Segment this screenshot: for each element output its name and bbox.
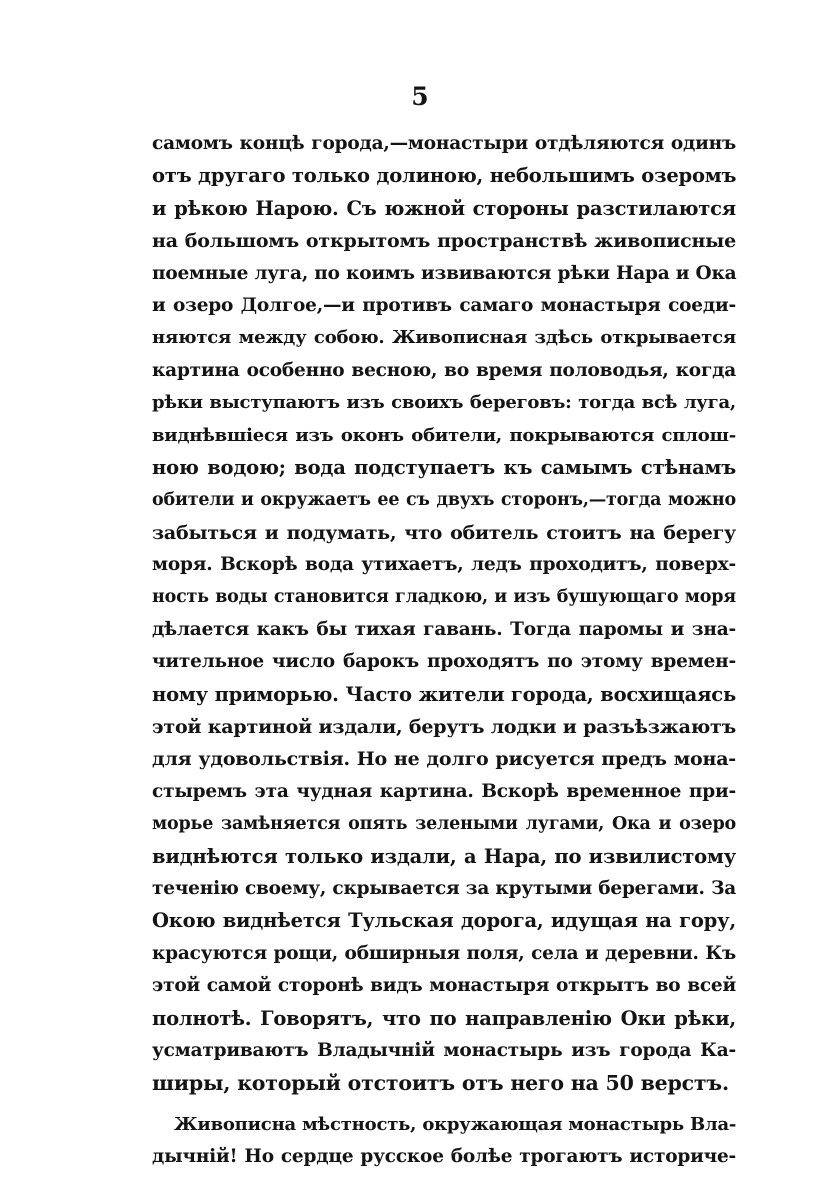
text-line: этой картиной издали, берутъ лодки и разъѣзжаютъ — [152, 716, 736, 739]
text-line: ною водою; вода подступаетъ къ самымъ стѣнамъ — [152, 455, 736, 479]
text-line: Живописна мѣстность, окружающая монастырь Вла- — [174, 1113, 737, 1135]
text-line: обители и окружаетъ ее съ двухъ сторонъ,—тогда можно — [152, 490, 736, 511]
text-line: поемные луга, по коимъ извиваются рѣки Нара и Ока — [152, 262, 737, 284]
text-line: виднѣются только издали, а Нара, по извилистому — [152, 844, 736, 868]
text-line: морье замѣняется опять зелеными лугами, Ока и озеро — [152, 814, 736, 835]
text-line: забыться и подумать, что обитель стоитъ на берегу — [152, 521, 736, 544]
text-line: ширы, который отстоитъ отъ него на 50 верстъ. — [152, 1071, 729, 1096]
text-line: на большомъ открытомъ пространствѣ живописные — [152, 230, 736, 253]
text-line: этой самой сторонѣ видъ монастыря открытъ во всей — [152, 975, 736, 997]
text-line: няются между собою. Живописная здѣсь открывается — [152, 327, 736, 349]
text-line: картина особенно весною, во время половодья, когда — [152, 359, 736, 381]
text-line: теченію своему, скрывается за крутыми берегами. За — [152, 877, 736, 899]
text-line: дѣлается какъ бы тихая гавань. Тогда паромы и зна- — [152, 618, 736, 640]
text-line: виднѣвшіеся изъ оконъ обители, покрываются сплош- — [152, 424, 736, 446]
text-line: красуются рощи, обширныя поля, села и деревни. Къ — [152, 942, 736, 964]
text-line: дычній! Но сердце русское болѣе трогаютъ историче- — [152, 1146, 736, 1168]
text-line: и рѣкою Нарою. Съ южной стороны разстилаются — [152, 196, 736, 220]
text-line: рѣки выступаютъ изъ своихъ береговъ: тогда всѣ луга, — [152, 392, 736, 414]
page-number: 5 — [411, 82, 429, 111]
text-line: отъ другаго только долиною, небольшимъ озеромъ — [152, 164, 737, 188]
paragraph-gap — [152, 1100, 736, 1109]
text-line: для удовольствія. Но не долго рисуется предъ мона- — [152, 748, 736, 771]
text-line: и озеро Долгое,—и противъ самаго монастыря соеди- — [152, 294, 736, 316]
text-line: Окою виднѣется Тульская дорога, идущая на гору, — [152, 909, 736, 933]
text-line: самомъ концѣ города,—монастыри отдѣляются одинъ — [152, 133, 736, 154]
text-line: стыремъ эта чудная картина. Вскорѣ временное при- — [152, 780, 736, 802]
paragraph-1 — [152, 128, 736, 1100]
text-line: ному приморью. Часто жители города, восхищаясь — [152, 682, 736, 706]
paragraph-2 — [152, 1109, 736, 1174]
text-line: ность воды становится гладкою, и изъ бушующаго моря — [152, 587, 736, 608]
text-line: моря. Вскорѣ вода утихаетъ, ледъ проходитъ, поверх- — [152, 554, 736, 576]
text-line: чительное число барокъ проходятъ по этому времен- — [152, 651, 736, 673]
text-line: полнотѣ. Говорятъ, что по направленію Оки рѣки, — [152, 1006, 736, 1030]
text-line: усматриваютъ Владычній монастырь изъ города Ка- — [152, 1039, 736, 1061]
body-text — [152, 128, 736, 1174]
